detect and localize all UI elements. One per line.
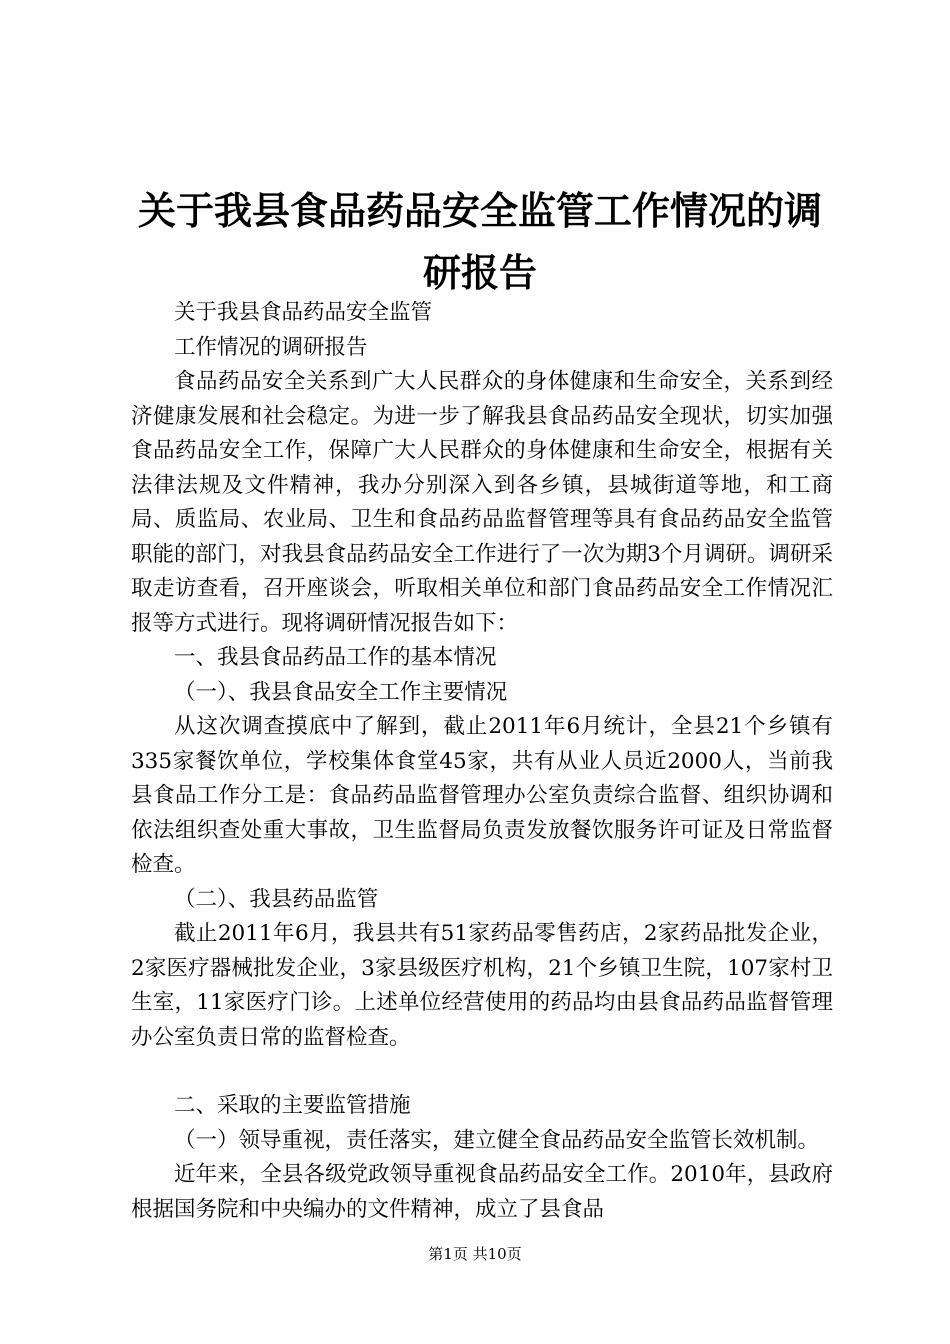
paragraph: 关于我县食品药品安全监管 xyxy=(174,300,433,325)
paragraph: 从这次调查摸底中了解到，截止2011年6月统计，全县21个乡镇有335家餐饮单位，学校集体食堂45家，共有从业人员近2000人，当前我县食品工作分工是：食品药品监督管理办公室负责综合监督、组织协调和依法组织查处重大事故，卫生监督局负责发放餐饮服务许可证及日常监督检查。 xyxy=(131,714,833,877)
section-heading: 二、采取的主要监管措施 xyxy=(174,1093,411,1118)
document-body xyxy=(131,296,833,1227)
subsection-heading: （一）领导重视，责任落实，建立健全食品药品安全监管长效机制。 xyxy=(174,1127,820,1153)
paragraph: 工作情况的调研报告 xyxy=(174,334,368,360)
subsection-heading: （一）、我县食品安全工作主要情况 xyxy=(174,679,508,705)
paragraph: 食品药品安全关系到广大人民群众的身体健康和生命安全，关系到经济健康发展和社会稳定。为进一步了解我县食品药品安全现状，切实加强食品药品安全工作，保障广大人民群众的身体健康和生命安全，根据有关法律法规及文件精神，我办分别深入到各乡镇，县城街道等地，和工商局、质监局、农业局、卫生和食品药品监督管理等具有食品药品安全监管职能的部门，对我县食品药品安全工作进行了一次为期3个月调研。调研采取走访查看，召开座谈会，听取相关单位和部门食品药品安全工作情况汇报等方式进行。现将调研情况报告如下： xyxy=(131,369,833,636)
paragraph: 近年来，全县各级党政领导重视食品药品安全工作。2010年，县政府根据国务院和中央编办的文件精神，成立了县食品 xyxy=(131,1162,833,1222)
paragraph: 截止2011年6月，我县共有51家药品零售药店，2家药品批发企业，2家医疗器械批发企业，3家县级医疗机构，21个乡镇卫生院，107家村卫生室，11家医疗门诊。上述单位经营使用的药品均由县食品药品监督管理办公室负责日常的监督检查。 xyxy=(131,921,833,1050)
subsection-heading: （二）、我县药品监管 xyxy=(174,886,379,912)
page-footer: 第1页 共10页 xyxy=(428,1245,522,1263)
document-title: 关于我县食品药品安全监管工作情况的调研报告 xyxy=(137,188,822,295)
section-heading: 一、我县食品药品工作的基本情况 xyxy=(174,645,497,670)
